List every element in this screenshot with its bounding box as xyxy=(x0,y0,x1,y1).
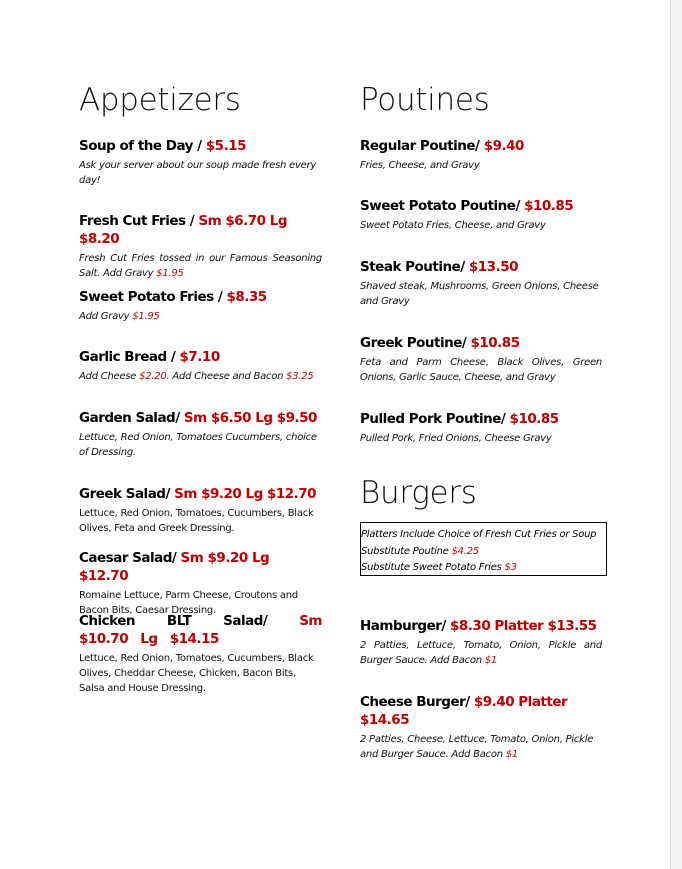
item-title: Caesar Salad/ Sm $9.20 Lg $12.70 xyxy=(79,550,270,584)
item-title: Pulled Pork Poutine/ $10.85 xyxy=(360,411,559,427)
item-title: Greek Poutine/ $10.85 xyxy=(360,335,520,351)
menu-item-regular-poutine xyxy=(360,137,602,173)
item-title: Fresh Cut Fries / Sm $6.70 Lg $8.20 xyxy=(79,213,288,247)
menu-item-garden-salad xyxy=(79,409,322,460)
item-description: 2 Patties, Lettuce, Tomato, Onion, Pickle and Burger Sauce. Add Bacon $1 xyxy=(360,640,602,666)
item-description: Fresh Cut Fries tossed in our Famous Seasoning Salt. Add Gravy $1.95 xyxy=(79,253,322,279)
item-description: 2 Patties, Cheese, Lettuce, Tomato, Onion, Pickle and Burger Sauce. Add Bacon $1 xyxy=(360,734,594,760)
item-title: Sweet Potato Poutine/ $10.85 xyxy=(360,198,574,214)
item-title: Soup of the Day / $5.15 xyxy=(79,138,246,154)
item-description: Lettuce, Red Onion, Tomatoes Cucumbers, choice of Dressing. xyxy=(79,432,317,458)
item-title: Steak Poutine/ $13.50 xyxy=(360,259,518,275)
platter-note-line: Substitute Sweet Potato Fries $3 xyxy=(361,562,517,573)
item-description: Add Gravy $1.95 xyxy=(79,311,160,322)
item-title: Greek Salad/ Sm $9.20 Lg $12.70 xyxy=(79,486,317,502)
page-edge xyxy=(670,0,682,869)
item-description: Shaved steak, Mushrooms, Green Onions, Cheese and Gravy xyxy=(360,281,599,307)
platter-note-line: Platters Include Choice of Fresh Cut Fries or Soup xyxy=(361,529,597,540)
item-description: Lettuce, Red Onion, Tomatoes, Cucumbers, Black Olives, Feta and Greek Dressing. xyxy=(79,508,314,534)
menu-item-hamburger xyxy=(360,617,602,668)
menu-item-greek-salad xyxy=(79,485,322,536)
item-title: Garden Salad/ Sm $6.50 Lg $9.50 xyxy=(79,410,317,426)
menu-item-sweet-potato-fries xyxy=(79,288,322,324)
poutines-heading: Poutines xyxy=(360,82,490,118)
menu-item-steak-poutine xyxy=(360,258,602,309)
menu-item-greek-poutine xyxy=(360,334,602,385)
item-description: Ask your server about our soup made fresh every day! xyxy=(79,160,317,186)
platter-note-box xyxy=(360,522,607,576)
item-description: Romaine Lettuce, Parm Cheese, Croutons and Bacon Bits, Caesar Dressing. xyxy=(79,590,298,616)
item-title: Sweet Potato Fries / $8.35 xyxy=(79,289,267,305)
item-description: Sweet Potato Fries, Cheese, and Gravy xyxy=(360,220,546,231)
item-title: Regular Poutine/ $9.40 xyxy=(360,138,524,154)
item-title: Garlic Bread / $7.10 xyxy=(79,349,220,365)
menu-item-caesar-salad xyxy=(79,549,322,618)
menu-item-sweet-potato-poutine xyxy=(360,197,602,233)
item-title: Chicken BLT Salad/ Sm $10.70 Lg $14.15 xyxy=(79,613,322,647)
menu-item-garlic-bread xyxy=(79,348,322,384)
menu-item-chicken-blt-salad xyxy=(79,612,322,696)
item-description: Add Cheese $2.20. Add Cheese and Bacon $3.25 xyxy=(79,371,314,382)
item-description: Fries, Cheese, and Gravy xyxy=(360,160,480,171)
item-description: Feta and Parm Cheese, Black Olives, Green Onions, Garlic Sauce, Cheese, and Gravy xyxy=(360,357,602,383)
menu-item-soup xyxy=(79,137,322,188)
menu-item-pulled-pork-poutine xyxy=(360,410,602,446)
menu-item-fresh-cut-fries xyxy=(79,212,322,281)
item-title: Hamburger/ $8.30 Platter $13.55 xyxy=(360,618,597,634)
platter-note-line: Substitute Poutine $4.25 xyxy=(361,545,479,557)
burgers-heading: Burgers xyxy=(360,475,477,511)
item-description: Lettuce, Red Onion, Tomatoes, Cucumbers, Black Olives, Cheddar Cheese, Chicken, Bacon Bits, Salsa and House Dressing. xyxy=(79,653,314,694)
item-title: Cheese Burger/ $9.40 Platter $14.65 xyxy=(360,694,568,728)
menu-item-cheese-burger xyxy=(360,693,602,762)
appetizers-heading: Appetizers xyxy=(79,82,241,118)
item-description: Pulled Pork, Fried Onions, Cheese Gravy xyxy=(360,433,552,444)
